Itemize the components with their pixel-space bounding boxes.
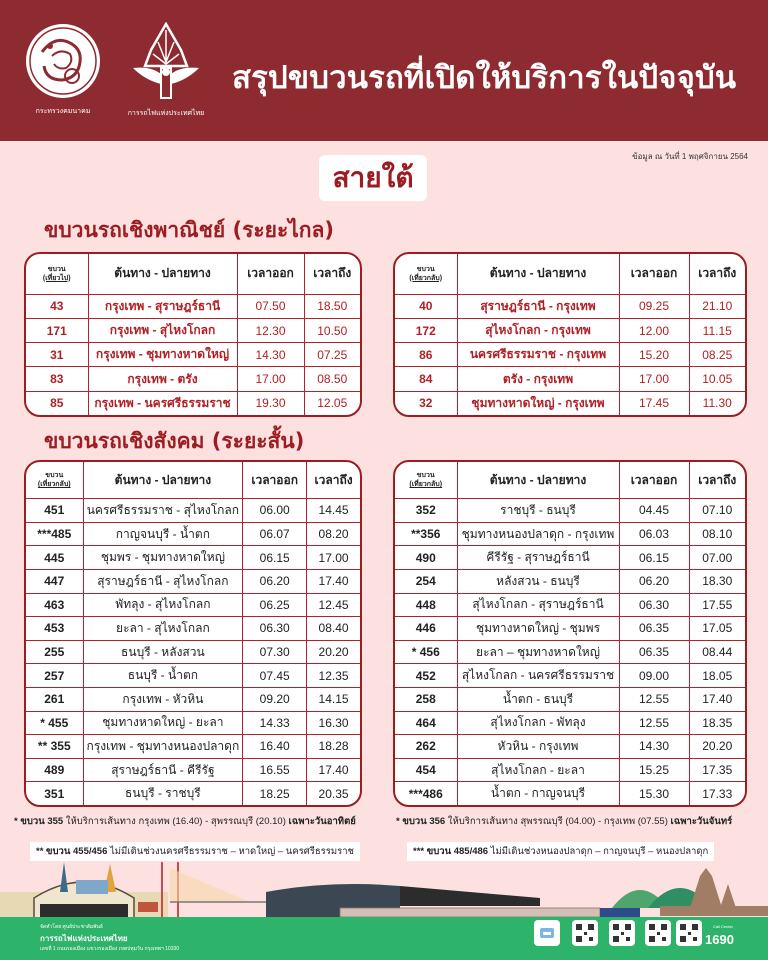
table-row bbox=[395, 522, 745, 546]
depart-time: 16.55 bbox=[243, 758, 307, 782]
long-distance-outbound-table bbox=[24, 252, 362, 417]
route: พัทลุง - สุไหงโกลก bbox=[83, 593, 243, 617]
depart-time: 06.15 bbox=[619, 546, 689, 570]
col-train-header: ขบวน (เที่ยวกลับ) bbox=[395, 254, 457, 294]
footer-bar bbox=[0, 917, 768, 960]
route: กรุงเทพ - ตรัง bbox=[88, 367, 237, 391]
col-route-header: ต้นทาง - ปลายทาง bbox=[83, 462, 243, 499]
table-row bbox=[395, 569, 745, 593]
route: ชุมทางหนองปลาดุก - กรุงเทพ bbox=[457, 522, 619, 546]
ministry-caption: กระทรวงคมนาคม bbox=[35, 108, 91, 115]
footer-org-name: การรถไฟแห่งประเทศไทย bbox=[40, 934, 128, 943]
arrive-time: 20.20 bbox=[689, 735, 745, 759]
train-number: **356 bbox=[395, 522, 457, 546]
depart-time: 14.30 bbox=[237, 343, 304, 367]
table-row bbox=[395, 735, 745, 759]
train-number: ***485 bbox=[26, 522, 83, 546]
table-row bbox=[26, 687, 360, 711]
train-number: 448 bbox=[395, 593, 457, 617]
short-distance-right-table bbox=[393, 460, 747, 807]
arrive-time: 10.50 bbox=[304, 318, 360, 342]
arrive-time: 18.30 bbox=[689, 569, 745, 593]
train-number: 31 bbox=[26, 343, 88, 367]
train-number: 452 bbox=[395, 664, 457, 688]
arrive-time: 08.20 bbox=[307, 522, 360, 546]
train-number: * 456 bbox=[395, 640, 457, 664]
train-number: 172 bbox=[395, 318, 457, 342]
train-number: 254 bbox=[395, 569, 457, 593]
train-number: 490 bbox=[395, 546, 457, 570]
col-train-header: ขบวน (เที่ยวไป) bbox=[26, 254, 88, 294]
route: ราชบุรี - ธนบุรี bbox=[457, 499, 619, 523]
train-number: 83 bbox=[26, 367, 88, 391]
route: กรุงเทพ - ชุมทางหนองปลาดุก bbox=[83, 735, 243, 759]
arrive-time: 11.30 bbox=[689, 391, 745, 415]
line-name-badge: สายใต้ bbox=[319, 155, 427, 201]
line-qr-code-icon[interactable] bbox=[572, 920, 598, 946]
depart-time: 06.20 bbox=[243, 569, 307, 593]
route: คีรีรัฐ - สุราษฎร์ธานี bbox=[457, 546, 619, 570]
route: ยะลา - สุไหงโกลก bbox=[83, 617, 243, 641]
depart-time: 15.30 bbox=[619, 782, 689, 805]
route: หัวหิน - กรุงเทพ bbox=[457, 735, 619, 759]
srt-logo bbox=[121, 22, 211, 119]
depart-time: 06.00 bbox=[243, 499, 307, 523]
arrive-time: 08.10 bbox=[689, 522, 745, 546]
hotline-number[interactable]: 1690 bbox=[705, 932, 734, 947]
route: กรุงเทพ - ชุมทางหาดใหญ่ bbox=[88, 343, 237, 367]
route: น้ำตก - ธนบุรี bbox=[457, 687, 619, 711]
data-date: ข้อมูล ณ วันที่ 1 พฤศจิกายน 2564 bbox=[632, 152, 748, 161]
ministry-seal-icon bbox=[24, 22, 102, 100]
col-arrive-header: เวลาถึง bbox=[307, 462, 360, 499]
train-number: 445 bbox=[26, 546, 83, 570]
website-qr-code-icon[interactable] bbox=[676, 920, 702, 946]
train-number: 454 bbox=[395, 758, 457, 782]
depart-time: 09.20 bbox=[243, 687, 307, 711]
table-row bbox=[395, 711, 745, 735]
route: สุไหงโกลก - ยะลา bbox=[457, 758, 619, 782]
train-number: 489 bbox=[26, 758, 83, 782]
arrive-time: 08.40 bbox=[307, 617, 360, 641]
depart-time: 06.20 bbox=[619, 569, 689, 593]
col-arrive-header: เวลาถึง bbox=[689, 462, 745, 499]
depart-time: 06.35 bbox=[619, 617, 689, 641]
note-train-455-456: ** ขบวน 455/456 ไม่มีเดินช่วงนครศรีธรรมราช – หาดใหญ่ – นครศรีธรรมราช bbox=[30, 842, 360, 861]
route: กาญจนบุรี - น้ำตก bbox=[83, 522, 243, 546]
route: น้ำตก - กาญจนบุรี bbox=[457, 782, 619, 805]
table-row bbox=[395, 499, 745, 523]
route: สุราษฎร์ธานี - คีรีรัฐ bbox=[83, 758, 243, 782]
dcharge-app-icon[interactable] bbox=[534, 920, 560, 946]
arrive-time: 18.05 bbox=[689, 664, 745, 688]
ministry-logo bbox=[18, 22, 108, 117]
train-number: 453 bbox=[26, 617, 83, 641]
table-row bbox=[26, 569, 360, 593]
depart-time: 06.30 bbox=[619, 593, 689, 617]
col-route-header: ต้นทาง - ปลายทาง bbox=[88, 254, 237, 294]
station-skyline-illustration bbox=[0, 862, 768, 920]
table-row bbox=[395, 318, 745, 342]
depart-time: 12.00 bbox=[619, 318, 689, 342]
table-row bbox=[26, 640, 360, 664]
table-row bbox=[395, 617, 745, 641]
arrive-time: 07.25 bbox=[304, 343, 360, 367]
footer-address: เลขที่ 1 ถนนรองเมือง แขวงรองเมือง เขตปทุมวัน กรุงเทพฯ 10330 bbox=[40, 946, 180, 952]
route: สุไหงโกลก - สุราษฎร์ธานี bbox=[457, 593, 619, 617]
note-train-485-486: *** ขบวน 485/486 ไม่มีเดินช่วงหนองปลาดุก – กาญจนบุรี – หนองปลาดุก bbox=[407, 842, 714, 861]
route: ธนบุรี - น้ำตก bbox=[83, 664, 243, 688]
table-row bbox=[395, 687, 745, 711]
col-arrive-header: เวลาถึง bbox=[689, 254, 745, 294]
table-row bbox=[395, 546, 745, 570]
table-row bbox=[395, 391, 745, 415]
table-row bbox=[395, 343, 745, 367]
train-number: 261 bbox=[26, 687, 83, 711]
col-arrive-header: เวลาถึง bbox=[304, 254, 360, 294]
train-number: 447 bbox=[26, 569, 83, 593]
route: ธนบุรี - ราชบุรี bbox=[83, 782, 243, 805]
table-row bbox=[395, 782, 745, 805]
table-row bbox=[26, 664, 360, 688]
header-banner bbox=[0, 0, 768, 141]
table-row bbox=[26, 546, 360, 570]
arrive-time: 17.40 bbox=[307, 758, 360, 782]
depart-time: 16.40 bbox=[243, 735, 307, 759]
depart-time: 12.55 bbox=[619, 687, 689, 711]
train-number: * 455 bbox=[26, 711, 83, 735]
route: ยะลา – ชุมทางหาดใหญ่ bbox=[457, 640, 619, 664]
route: ชุมทางหาดใหญ่ - ชุมพร bbox=[457, 617, 619, 641]
route: ชุมทางหาดใหญ่ - กรุงเทพ bbox=[457, 391, 619, 415]
table-row bbox=[26, 782, 360, 805]
train-number: 85 bbox=[26, 391, 88, 415]
note-train-355: * ขบวน 355 ให้บริการเส้นทาง กรุงเทพ (16.40) - สุพรรณบุรี (20.10) เฉพาะวันอาทิตย์ bbox=[14, 816, 356, 827]
train-number: 451 bbox=[26, 499, 83, 523]
arrive-time: 12.35 bbox=[307, 664, 360, 688]
depart-time: 17.00 bbox=[237, 367, 304, 391]
train-number: ** 355 bbox=[26, 735, 83, 759]
table-row bbox=[395, 593, 745, 617]
col-route-header: ต้นทาง - ปลายทาง bbox=[457, 462, 619, 499]
depart-time: 14.30 bbox=[619, 735, 689, 759]
table-row bbox=[395, 640, 745, 664]
arrive-time: 18.50 bbox=[304, 294, 360, 318]
depart-time: 06.30 bbox=[243, 617, 307, 641]
depart-time: 15.25 bbox=[619, 758, 689, 782]
table-row bbox=[26, 391, 360, 415]
col-depart-header: เวลาออก bbox=[619, 254, 689, 294]
table-row bbox=[395, 367, 745, 391]
depart-time: 14.33 bbox=[243, 711, 307, 735]
long-distance-title: ขบวนรถเชิงพาณิชย์ (ระยะไกล) bbox=[44, 218, 334, 242]
depart-time: 17.45 bbox=[619, 391, 689, 415]
arrive-time: 17.05 bbox=[689, 617, 745, 641]
train-number: 352 bbox=[395, 499, 457, 523]
depart-time: 07.45 bbox=[243, 664, 307, 688]
arrive-time: 08.25 bbox=[689, 343, 745, 367]
arrive-time: 07.10 bbox=[689, 499, 745, 523]
route: สุไหงโกลก - กรุงเทพ bbox=[457, 318, 619, 342]
col-depart-header: เวลาออก bbox=[237, 254, 304, 294]
table-row bbox=[26, 343, 360, 367]
srt-emblem-icon bbox=[131, 22, 201, 102]
route: กรุงเทพ - หัวหิน bbox=[83, 687, 243, 711]
arrive-time: 12.05 bbox=[304, 391, 360, 415]
route: นครศรีธรรมราช - สุไหงโกลก bbox=[83, 499, 243, 523]
table-row bbox=[26, 499, 360, 523]
depart-time: 07.50 bbox=[237, 294, 304, 318]
depart-time: 06.25 bbox=[243, 593, 307, 617]
page-title: สรุปขบวนรถที่เปิดให้บริการในปัจจุบัน bbox=[232, 60, 737, 96]
table-row bbox=[26, 367, 360, 391]
table-row bbox=[26, 318, 360, 342]
route: กรุงเทพ - นครศรีธรรมราช bbox=[88, 391, 237, 415]
depart-time: 09.00 bbox=[619, 664, 689, 688]
route: ธนบุรี - หลังสวน bbox=[83, 640, 243, 664]
route: กรุงเทพ - สุไหงโกลก bbox=[88, 318, 237, 342]
arrive-time: 18.28 bbox=[307, 735, 360, 759]
train-number: 43 bbox=[26, 294, 88, 318]
table-row bbox=[26, 735, 360, 759]
depart-time: 12.55 bbox=[619, 711, 689, 735]
table-row bbox=[26, 711, 360, 735]
table-row bbox=[26, 294, 360, 318]
footer-credit: จัดทำโดย ศูนย์ประชาสัมพันธ์ bbox=[40, 924, 103, 930]
train-number: 258 bbox=[395, 687, 457, 711]
train-number: 464 bbox=[395, 711, 457, 735]
train-number: 257 bbox=[26, 664, 83, 688]
arrive-time: 07.00 bbox=[689, 546, 745, 570]
train-number: 86 bbox=[395, 343, 457, 367]
arrive-time: 14.15 bbox=[307, 687, 360, 711]
depart-time: 17.00 bbox=[619, 367, 689, 391]
depart-time: 06.07 bbox=[243, 522, 307, 546]
train-number: 463 bbox=[26, 593, 83, 617]
depart-time: 12.30 bbox=[237, 318, 304, 342]
arrive-time: 17.33 bbox=[689, 782, 745, 805]
route: สุราษฎร์ธานี - กรุงเทพ bbox=[457, 294, 619, 318]
depart-time: 04.45 bbox=[619, 499, 689, 523]
youtube-qr-code-icon[interactable] bbox=[645, 920, 671, 946]
route: ชุมพร - ชุมทางหาดใหญ่ bbox=[83, 546, 243, 570]
table-row bbox=[26, 593, 360, 617]
depart-time: 15.20 bbox=[619, 343, 689, 367]
route: นครศรีธรรมราช - กรุงเทพ bbox=[457, 343, 619, 367]
depart-time: 09.25 bbox=[619, 294, 689, 318]
short-distance-left-table bbox=[24, 460, 362, 807]
arrive-time: 08.50 bbox=[304, 367, 360, 391]
route: กรุงเทพ - สุราษฎร์ธานี bbox=[88, 294, 237, 318]
train-number: 262 bbox=[395, 735, 457, 759]
arrive-time: 17.35 bbox=[689, 758, 745, 782]
route: สุไหงโกลก - พัทลุง bbox=[457, 711, 619, 735]
short-distance-title: ขบวนรถเชิงสังคม (ระยะสั้น) bbox=[44, 429, 305, 453]
train-number: 171 bbox=[26, 318, 88, 342]
arrive-time: 20.20 bbox=[307, 640, 360, 664]
note-train-356: * ขบวน 356 ให้บริการเส้นทาง สุพรรณบุรี (04.00) - กรุงเทพ (07.55) เฉพาะวันจันทร์ bbox=[396, 816, 733, 827]
route: ตรัง - กรุงเทพ bbox=[457, 367, 619, 391]
arrive-time: 10.05 bbox=[689, 367, 745, 391]
depart-time: 18.25 bbox=[243, 782, 307, 805]
arrive-time: 17.55 bbox=[689, 593, 745, 617]
table-row bbox=[395, 294, 745, 318]
arrive-time: 17.00 bbox=[307, 546, 360, 570]
arrive-time: 14.45 bbox=[307, 499, 360, 523]
train-number: ***486 bbox=[395, 782, 457, 805]
arrive-time: 12.45 bbox=[307, 593, 360, 617]
arrive-time: 18.35 bbox=[689, 711, 745, 735]
table-row bbox=[26, 617, 360, 641]
train-number: 446 bbox=[395, 617, 457, 641]
col-depart-header: เวลาออก bbox=[243, 462, 307, 499]
train-number: 84 bbox=[395, 367, 457, 391]
depart-time: 19.30 bbox=[237, 391, 304, 415]
arrive-time: 21.10 bbox=[689, 294, 745, 318]
arrive-time: 20.35 bbox=[307, 782, 360, 805]
table-row bbox=[26, 758, 360, 782]
table-row bbox=[26, 522, 360, 546]
arrive-time: 08.44 bbox=[689, 640, 745, 664]
route: สุราษฎร์ธานี - สุไหงโกลก bbox=[83, 569, 243, 593]
col-train-header: ขบวน (เที่ยวกลับ) bbox=[26, 462, 83, 499]
facebook-qr-code-icon[interactable] bbox=[609, 920, 635, 946]
route: สุไหงโกลก - นครศรีธรรมราช bbox=[457, 664, 619, 688]
table-row bbox=[395, 664, 745, 688]
depart-time: 06.15 bbox=[243, 546, 307, 570]
depart-time: 06.35 bbox=[619, 640, 689, 664]
train-number: 351 bbox=[26, 782, 83, 805]
train-number: 32 bbox=[395, 391, 457, 415]
arrive-time: 17.40 bbox=[689, 687, 745, 711]
col-train-header: ขบวน (เที่ยวกลับ) bbox=[395, 462, 457, 499]
route: หลังสวน - ธนบุรี bbox=[457, 569, 619, 593]
srt-caption: การรถไฟแห่งประเทศไทย bbox=[127, 110, 205, 117]
table-row bbox=[395, 758, 745, 782]
arrive-time: 17.40 bbox=[307, 569, 360, 593]
train-number: 40 bbox=[395, 294, 457, 318]
hotline-caption: Call Center bbox=[713, 924, 734, 929]
route: ชุมทางหาดใหญ่ - ยะลา bbox=[83, 711, 243, 735]
depart-time: 07.30 bbox=[243, 640, 307, 664]
arrive-time: 11.15 bbox=[689, 318, 745, 342]
train-number: 255 bbox=[26, 640, 83, 664]
depart-time: 06.03 bbox=[619, 522, 689, 546]
col-route-header: ต้นทาง - ปลายทาง bbox=[457, 254, 619, 294]
long-distance-return-table bbox=[393, 252, 747, 417]
arrive-time: 16.30 bbox=[307, 711, 360, 735]
col-depart-header: เวลาออก bbox=[619, 462, 689, 499]
